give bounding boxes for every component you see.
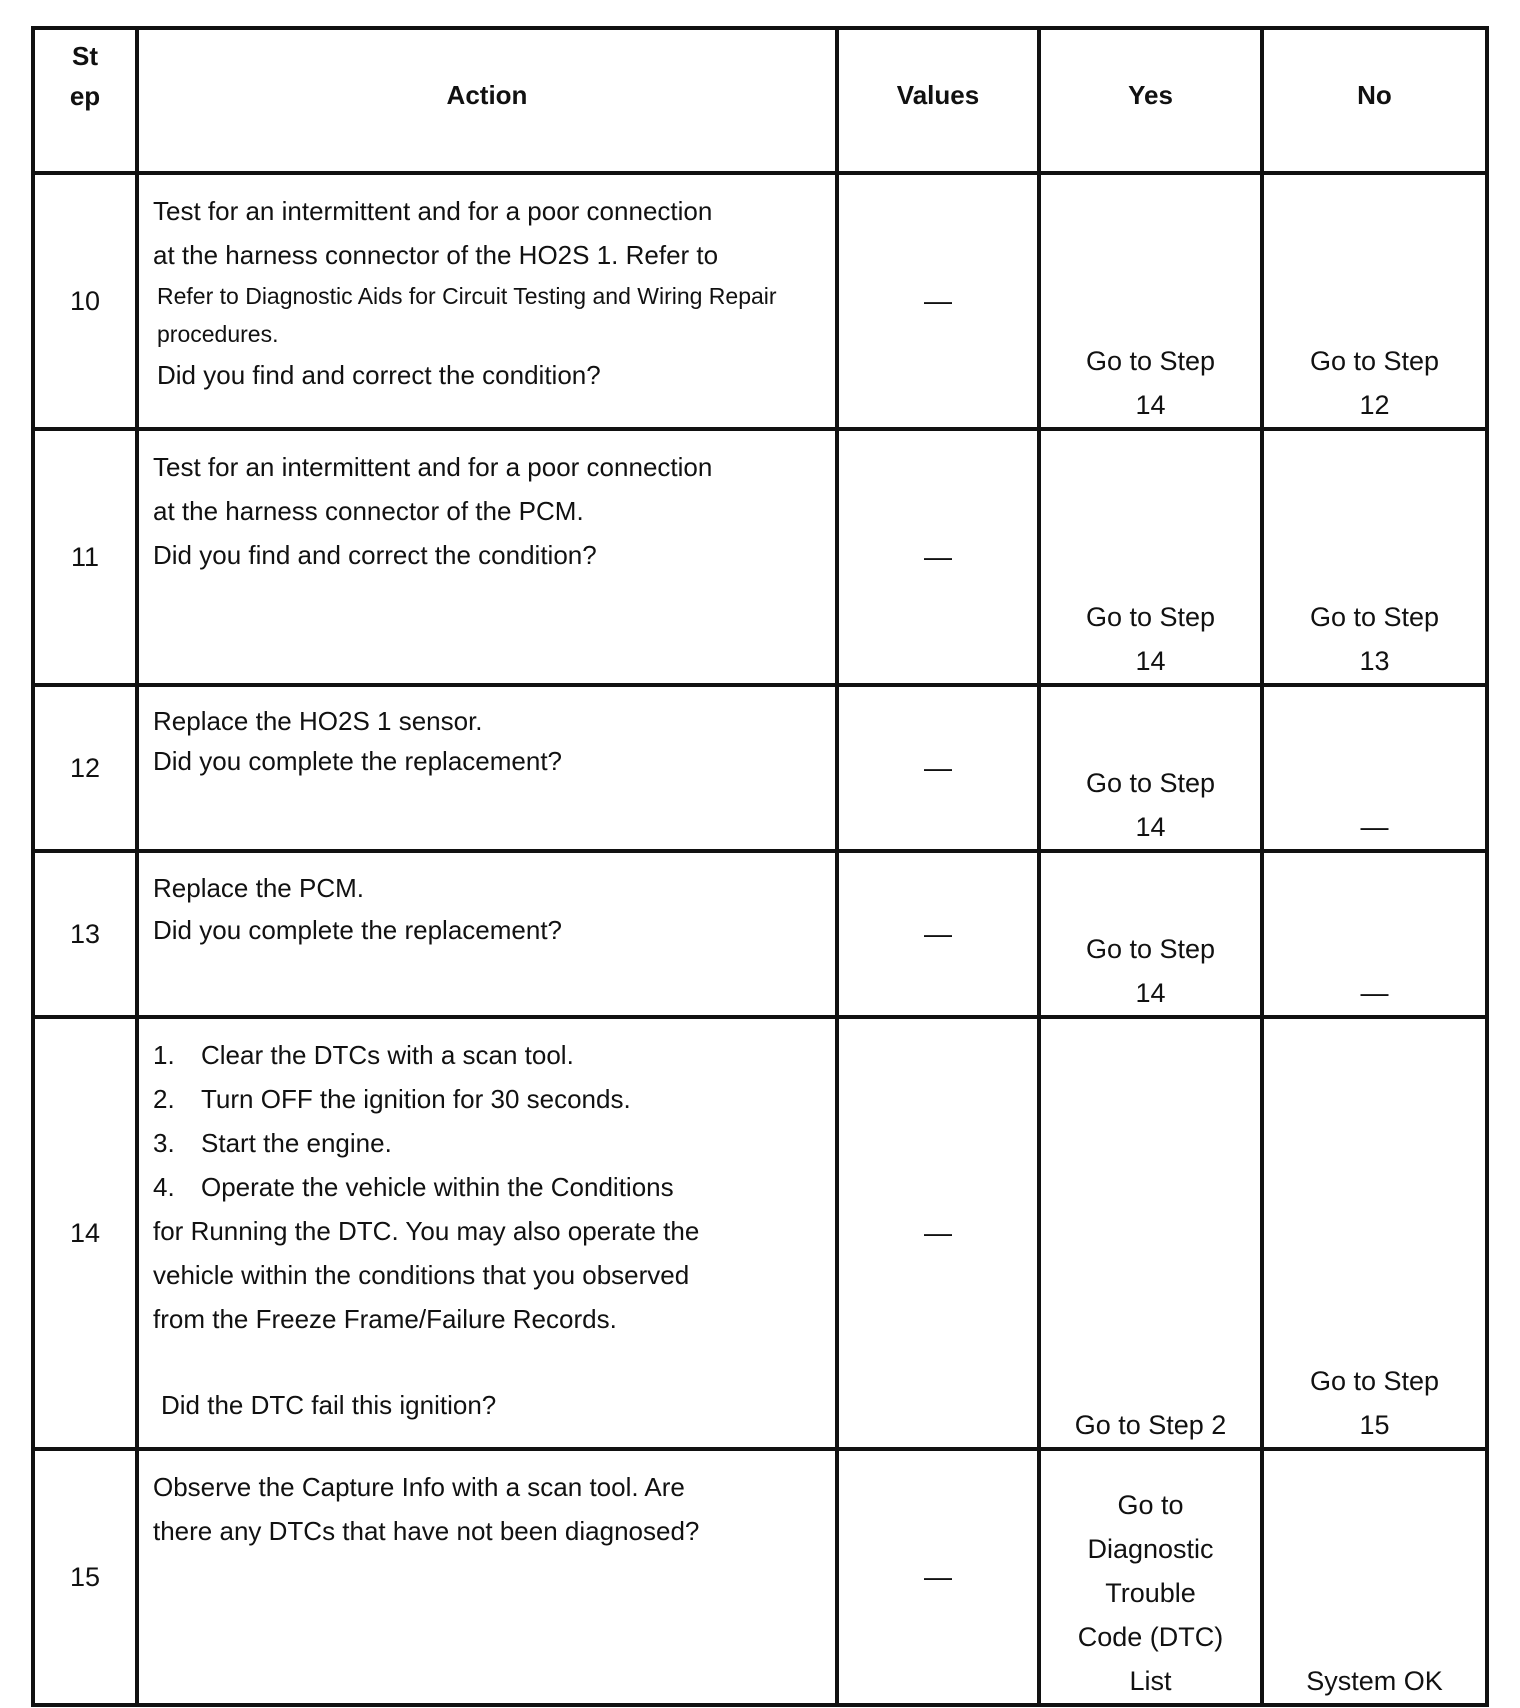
- list-text: Start the engine.: [201, 1128, 392, 1158]
- values-cell: —: [837, 1449, 1039, 1705]
- no-line: Go to Step: [1309, 346, 1440, 376]
- yes-cell: [1039, 1017, 1262, 1449]
- header-no: No: [1262, 28, 1487, 173]
- table-row: [33, 173, 1487, 429]
- yes-line: Diagnostic: [1087, 1534, 1214, 1564]
- header-step-line2: ep: [69, 81, 101, 111]
- header-action: Action: [137, 28, 837, 173]
- action-cell: [137, 1017, 837, 1449]
- action-question: Did the DTC fail this ignition?: [161, 1390, 497, 1420]
- action-line: at the harness connector of the HO2S 1. Refer to: [153, 240, 719, 270]
- no-cell: [1262, 1017, 1487, 1449]
- action-steps-list: [153, 1033, 835, 1209]
- header-step: [33, 28, 137, 173]
- yes-line: 14: [1135, 390, 1166, 420]
- step-number: 14: [33, 1017, 137, 1449]
- step-number: 15: [33, 1449, 137, 1705]
- yes-cell: [1039, 173, 1262, 429]
- yes-line: 14: [1135, 812, 1166, 842]
- action-cell: [137, 1449, 837, 1705]
- action-line: at the harness connector of the PCM.: [153, 496, 584, 526]
- list-number: 1.: [153, 1040, 175, 1070]
- step-number: 13: [33, 851, 137, 1017]
- no-cell: [1262, 173, 1487, 429]
- list-item: [153, 1165, 835, 1209]
- list-item: [153, 1033, 835, 1077]
- no-cell: [1262, 1449, 1487, 1705]
- action-question: there any DTCs that have not been diagnosed?: [153, 1516, 700, 1546]
- step-number: 11: [33, 429, 137, 685]
- values-cell: —: [837, 429, 1039, 685]
- action-question: Did you find and correct the condition?: [157, 360, 601, 390]
- header-yes: Yes: [1039, 28, 1262, 173]
- yes-cell: [1039, 429, 1262, 685]
- values-cell: —: [837, 685, 1039, 851]
- yes-line: Go to Step: [1085, 346, 1216, 376]
- step-number: 12: [33, 685, 137, 851]
- yes-line: Code (DTC): [1077, 1622, 1224, 1652]
- no-dash: —: [1360, 811, 1389, 842]
- action-line: Replace the PCM.: [153, 873, 364, 903]
- action-cell: [137, 173, 837, 429]
- header-row: [33, 28, 1487, 173]
- action-cell: [137, 685, 837, 851]
- action-question: Did you find and correct the condition?: [153, 540, 597, 570]
- yes-line: Trouble: [1105, 1578, 1196, 1608]
- header-step-line1: St: [72, 41, 98, 71]
- list-text: Turn OFF the ignition for 30 seconds.: [201, 1084, 631, 1114]
- action-cell: [137, 851, 837, 1017]
- action-line: from the Freeze Frame/Failure Records.: [153, 1304, 617, 1334]
- list-item: [153, 1121, 835, 1165]
- no-line: Go to Step: [1309, 1366, 1440, 1396]
- action-line: Test for an intermittent and for a poor connection: [153, 196, 713, 226]
- yes-line: Go to Step: [1085, 602, 1216, 632]
- action-line: Test for an intermittent and for a poor connection: [153, 452, 713, 482]
- list-text: Operate the vehicle within the Conditions: [201, 1172, 674, 1202]
- table-row: [33, 685, 1487, 851]
- no-line: 15: [1359, 1410, 1390, 1440]
- header-values: Values: [837, 28, 1039, 173]
- action-cell: [137, 429, 837, 685]
- list-number: 2.: [153, 1084, 175, 1114]
- table-row: [33, 851, 1487, 1017]
- action-line: for Running the DTC. You may also operate the: [153, 1216, 700, 1246]
- action-line: Refer to Diagnostic Aids for Circuit Testing and Wiring Repair: [157, 283, 777, 309]
- action-line: procedures.: [157, 321, 279, 347]
- yes-line: Go to Step: [1085, 768, 1216, 798]
- table-row: [33, 1449, 1487, 1705]
- no-cell: [1262, 851, 1487, 1017]
- yes-cell: [1039, 685, 1262, 851]
- no-line: System OK: [1306, 1666, 1443, 1696]
- yes-line: List: [1129, 1666, 1172, 1696]
- table-row: [33, 1017, 1487, 1449]
- no-line: 13: [1359, 646, 1390, 676]
- yes-cell: [1039, 851, 1262, 1017]
- no-line: Go to Step: [1309, 602, 1440, 632]
- table-row: [33, 429, 1487, 685]
- no-line: 12: [1359, 390, 1390, 420]
- yes-cell: [1039, 1449, 1262, 1705]
- list-text: Clear the DTCs with a scan tool.: [201, 1040, 574, 1070]
- no-cell: [1262, 429, 1487, 685]
- values-cell: —: [837, 851, 1039, 1017]
- values-cell: —: [837, 1017, 1039, 1449]
- action-line: Replace the HO2S 1 sensor.: [153, 706, 483, 736]
- yes-line: Go to: [1117, 1490, 1184, 1520]
- yes-line: 14: [1135, 646, 1166, 676]
- action-question: Did you complete the replacement?: [153, 915, 563, 945]
- no-cell: [1262, 685, 1487, 851]
- yes-line: Go to Step: [1085, 934, 1216, 964]
- list-item: [153, 1077, 835, 1121]
- yes-line: Go to Step 2: [1074, 1410, 1227, 1440]
- action-line: vehicle within the conditions that you observed: [153, 1260, 690, 1290]
- diagnostic-table: [31, 26, 1489, 1707]
- step-number: 10: [33, 173, 137, 429]
- yes-line: 14: [1135, 978, 1166, 1008]
- no-dash: —: [1360, 977, 1389, 1008]
- action-line: Observe the Capture Info with a scan tool. Are: [153, 1472, 685, 1502]
- values-cell: —: [837, 173, 1039, 429]
- action-question: Did you complete the replacement?: [153, 746, 563, 776]
- list-number: 3.: [153, 1128, 175, 1158]
- list-number: 4.: [153, 1172, 175, 1202]
